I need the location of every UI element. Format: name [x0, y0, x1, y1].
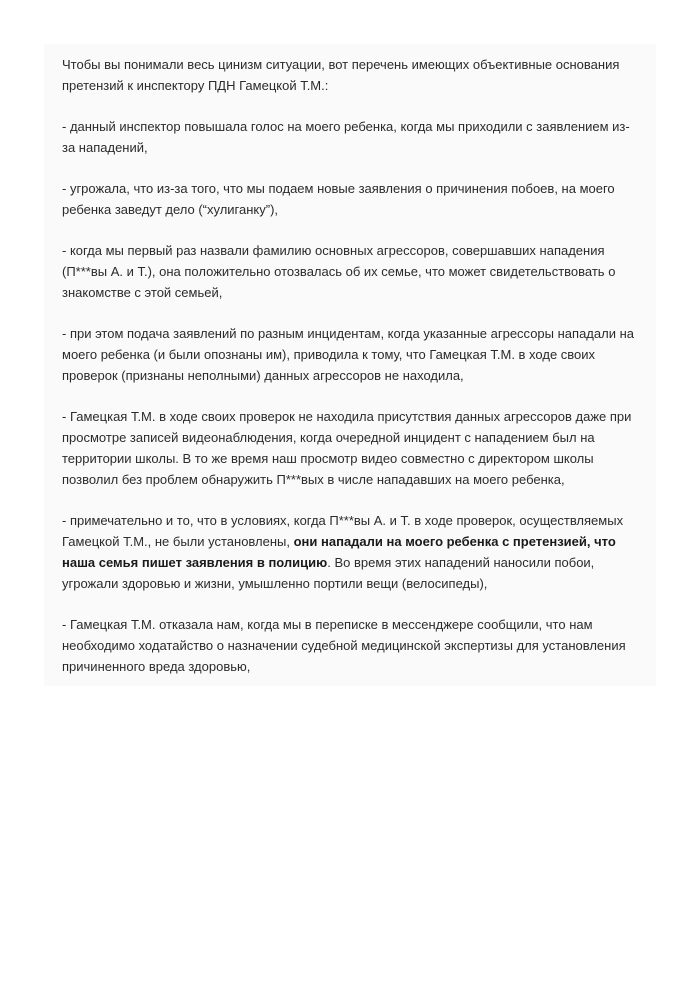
paragraph-claim-1: - данный инспектор повышала голос на моего ребенка, когда мы приходили с заявлением из-за нападений, [62, 119, 630, 155]
paragraph-claim-6-start: - примечательно и то, что в условиях, когда П***вы А. и Т. в ходе проверок, осуществляемых Гамецкой Т.М., не были установлены, [62, 513, 624, 549]
paragraph-claim-3: - когда мы первый раз назвали фамилию основных агрессоров, совершавших нападения (П***вы А. и Т.), она положительно отозвалась об их семье, что может свидетельствовать о знакомстве с этой семьей, [62, 243, 616, 300]
paragraph-claim-5: - Гамецкая Т.М. в ходе своих проверок не находила присутствия данных агрессоров даже при просмотре записей видеонаблюдения, когда очередной инцидент с нападением был на территории школы. В то же время наш просмотр видео совместно с директором школы позволил без проблем обнаружить П***вых в числе нападавших на моего ребенка, [62, 409, 632, 487]
paragraph-claim-4: - при этом подача заявлений по разным инцидентам, когда указанные агрессоры нападали на моего ребенка (и были опознаны им), приводила к тому, что Гамецкая Т.М. в ходе своих проверок (признаны неполными) данных агрессоров не находила, [62, 326, 634, 383]
paragraph-intro: Чтобы вы понимали весь цинизм ситуации, вот перечень имеющих объективные основания претензий к инспектору ПДН Гамецкой Т.М.: [62, 57, 620, 93]
paragraph-claim-7: - Гамецкая Т.М. отказала нам, когда мы в переписке в мессенджере сообщили, что нам необходимо ходатайство о назначении судебной медицинской экспертизы для установления причиненного вреда здоровью, [62, 617, 626, 674]
paragraph-claim-2: - угрожала, что из-за того, что мы подаем новые заявления о причинения побоев, на моего ребенка заведут дело (“хулиганку”), [62, 181, 615, 217]
paragraph-claim-6 [62, 510, 638, 594]
paragraph-claim-6-bold: они нападали на моего ребенка с претензией, что наша семья пишет заявления в полицию [62, 534, 616, 570]
article-text-block [44, 44, 656, 686]
paragraph-claim-6-end: . Во время этих нападений наносили побои, угрожали здоровью и жизни, умышленно портили вещи (велосипеды), [62, 555, 595, 591]
